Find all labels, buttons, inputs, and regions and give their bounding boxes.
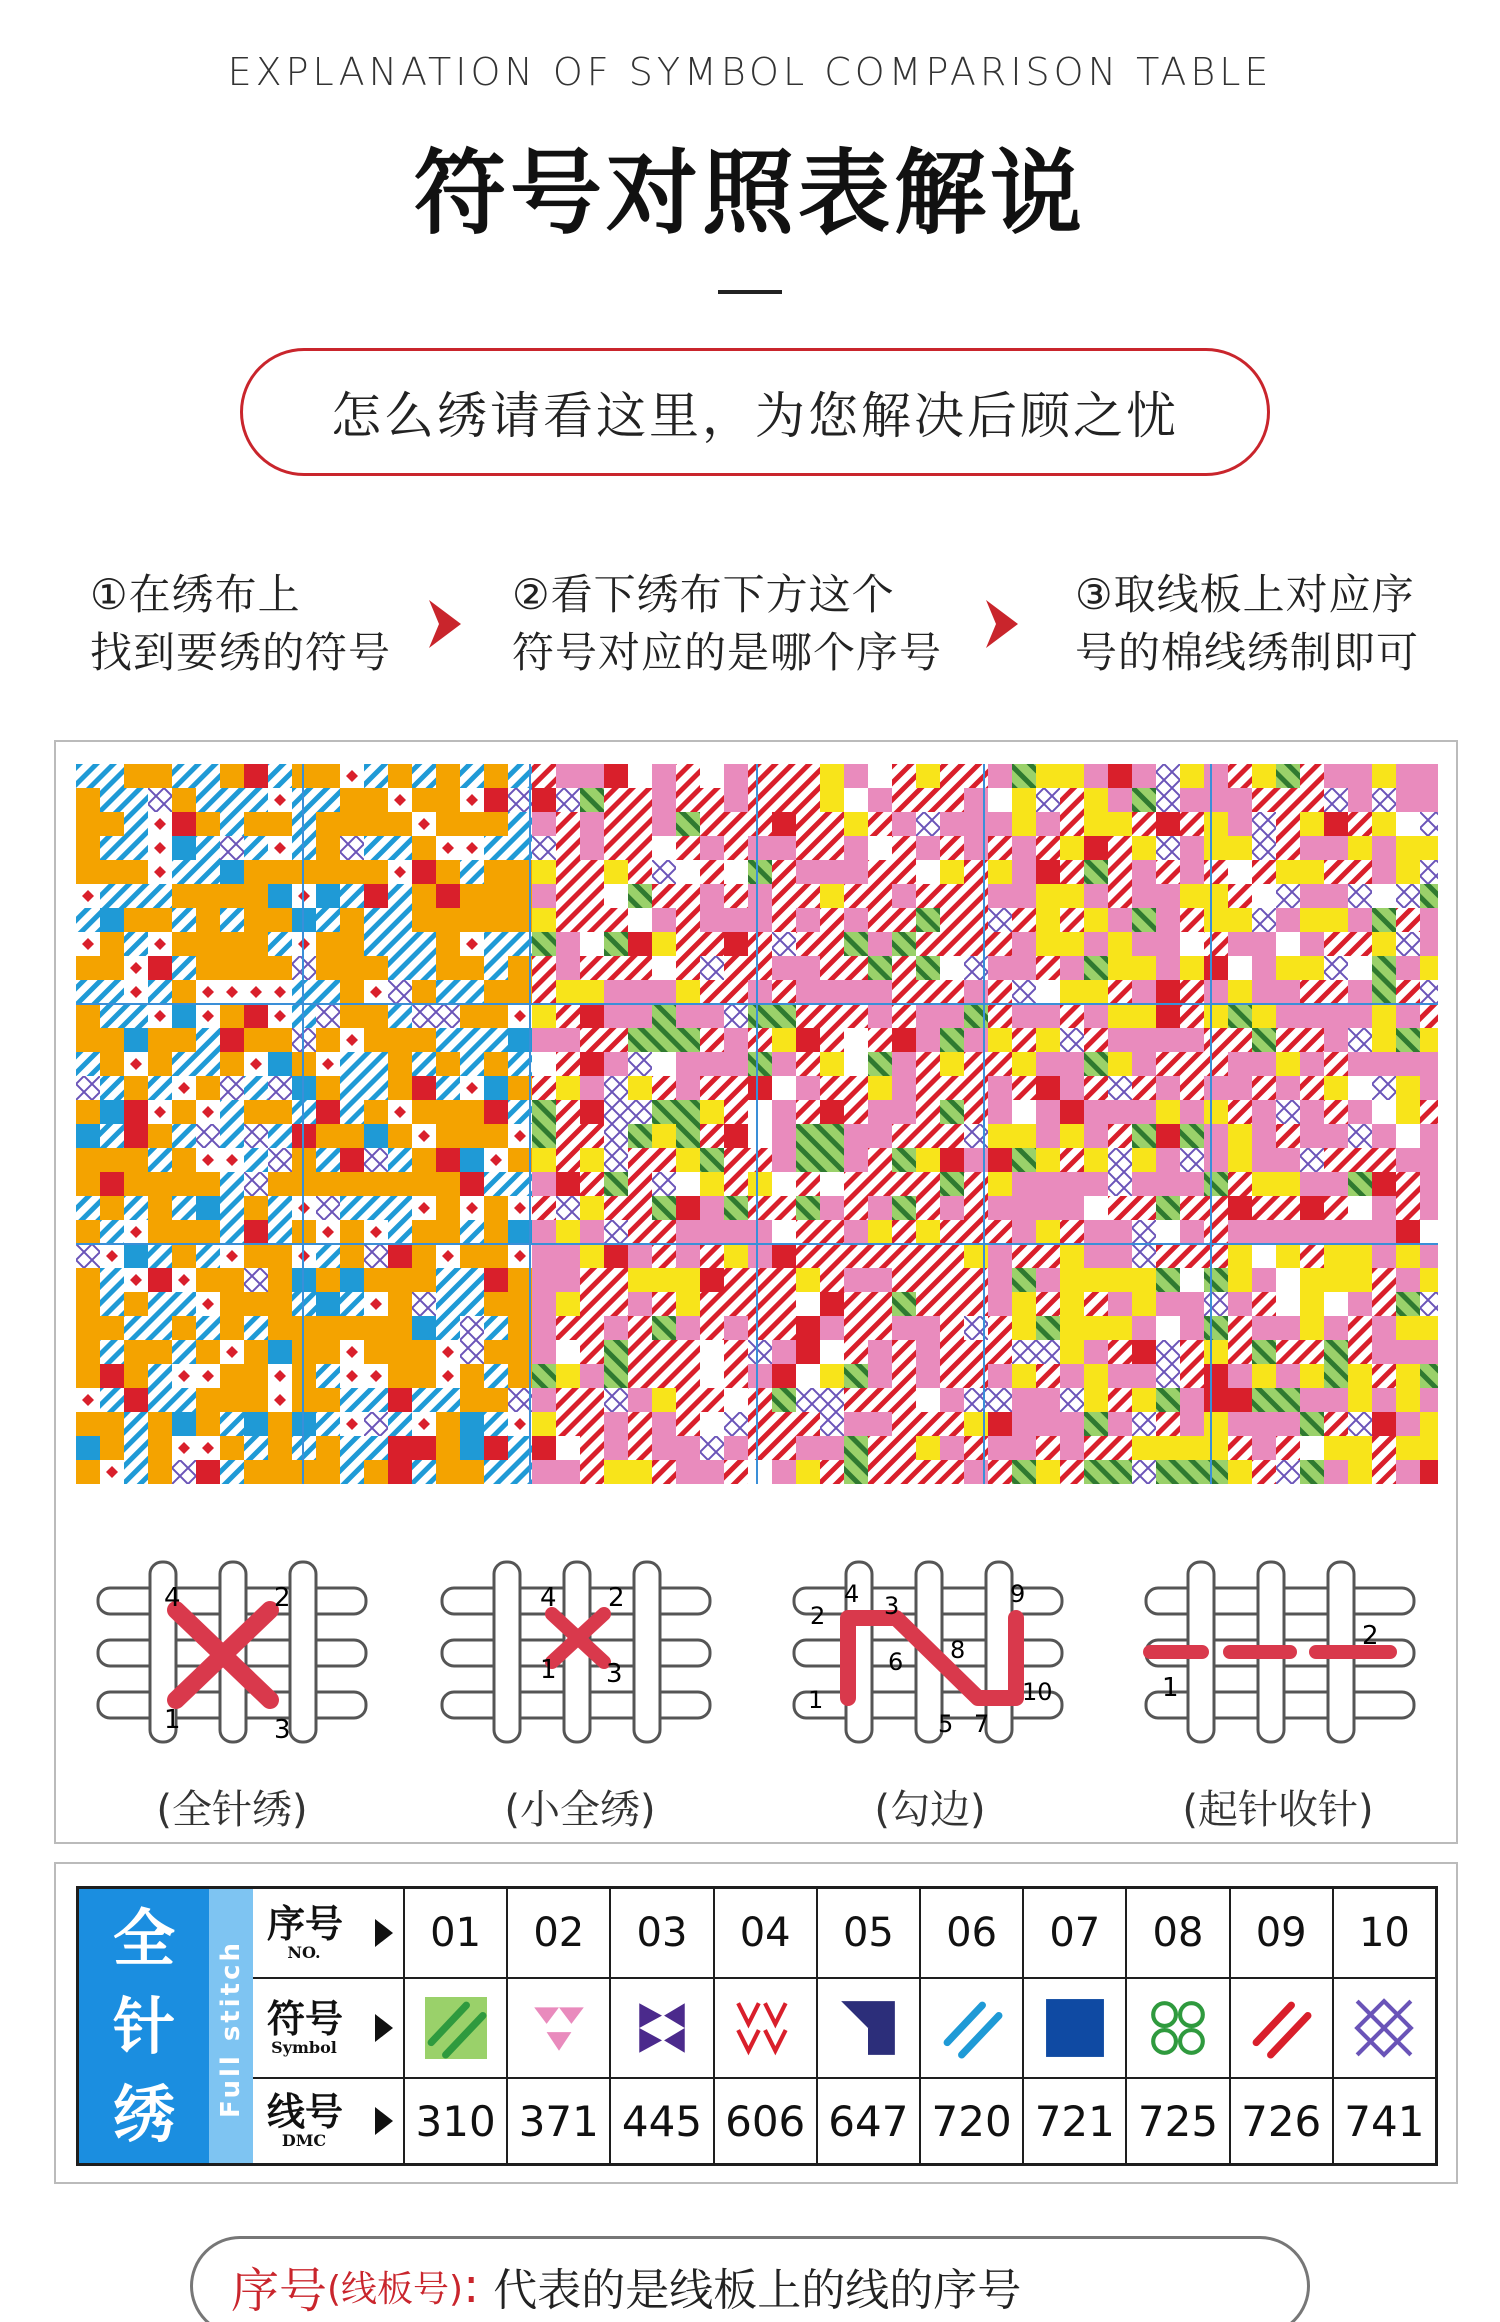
diagram-num: 1	[164, 1705, 181, 1735]
blue-double-diagonal-icon	[941, 1997, 1003, 2059]
play-triangle-icon	[375, 2014, 393, 2042]
legend-symbol-cell	[1229, 1979, 1332, 2077]
blue-square-icon	[1044, 1997, 1106, 2059]
row-header-dmc	[253, 2079, 403, 2163]
english-title: EXPLANATION OF SYMBOL COMPARISON TABLE	[227, 50, 1273, 94]
row-header-cn: 序号	[267, 1901, 344, 1946]
legend-side-subtitle: Full stitch	[216, 1939, 246, 2119]
legend-number-cell: 03	[609, 1889, 712, 1977]
diagram-num: 2	[274, 1583, 291, 1613]
row-header-en: NO.	[287, 1942, 321, 1962]
step-2	[512, 566, 942, 682]
diagram-num: 1	[1162, 1673, 1179, 1703]
diagram-num: 1	[808, 1686, 824, 1714]
subtitle-banner	[240, 348, 1270, 476]
legend-symbol-cell	[506, 1979, 609, 2077]
legend-symbol-cell	[1332, 1979, 1435, 2077]
step-1-line2: 找到要绣的符号	[90, 628, 392, 677]
step-1	[90, 566, 391, 682]
legend-dmc-cell: 725	[1125, 2079, 1228, 2163]
legend-number-cell: 10	[1332, 1889, 1435, 1977]
legend-dmc-cell: 445	[609, 2079, 712, 2163]
diagram-num: 5	[938, 1710, 954, 1738]
step-3-line2: 号的棉线绣制即可	[1075, 628, 1420, 677]
legend-row-symbol	[253, 1979, 1435, 2079]
row-header-cn: 符号	[267, 1996, 344, 2041]
navy-triangles-icon	[837, 1997, 899, 2059]
legend-symbol-cell	[1022, 1979, 1125, 2077]
footer-note	[190, 2236, 1310, 2322]
full-stitch-caption: (全针绣)	[156, 1787, 308, 1833]
diagram-num: 2	[1362, 1621, 1379, 1651]
purple-triangles-icon	[631, 1997, 693, 2059]
step-2-line1: ②看下绣布下方这个	[512, 570, 895, 619]
legend-side-title	[79, 1895, 209, 2159]
legend-symbol-cell	[816, 1979, 919, 2077]
row-header-number	[253, 1889, 403, 1977]
step-3-line1: ③取线板上对应序	[1075, 570, 1415, 619]
footer-label: 序号	[231, 2262, 328, 2319]
diagram-num: 4	[540, 1583, 557, 1613]
chevron-right-icon	[982, 596, 1024, 652]
legend-symbol-cell	[403, 1979, 506, 2077]
footer-label-sub: (线板号)	[327, 2268, 464, 2310]
legend-symbol-cell	[713, 1979, 816, 2077]
diagram-num: 2	[608, 1583, 625, 1613]
legend-number-cell: 04	[713, 1889, 816, 1977]
row-header-cn: 线号	[267, 2089, 344, 2134]
row-header-symbol	[253, 1979, 403, 2077]
subtitle-text: 怎么绣请看这里，为您解决后顾之忧	[331, 387, 1179, 445]
legend-dmc-cell: 721	[1022, 2079, 1125, 2163]
diagram-num: 3	[884, 1592, 900, 1620]
legend-number-cell: 09	[1229, 1889, 1332, 1977]
legend-number-cell: 05	[816, 1889, 919, 1977]
title-divider	[718, 290, 782, 294]
legend-row-number	[253, 1889, 1435, 1979]
diagram-num: 4	[164, 1583, 181, 1613]
legend-number-cell: 08	[1125, 1889, 1228, 1977]
full-stitch-diagram	[92, 1518, 372, 1798]
diagram-num: 2	[810, 1602, 826, 1630]
play-triangle-icon	[375, 2107, 393, 2135]
diagram-num: 3	[606, 1659, 623, 1689]
legend-side-char: 绣	[112, 2078, 175, 2151]
legend-number-cell: 02	[506, 1889, 609, 1977]
steps-row	[0, 566, 1500, 696]
pink-triangles-icon	[528, 1997, 590, 2059]
legend-number-cell: 07	[1022, 1889, 1125, 1977]
step-3	[1075, 566, 1419, 682]
legend-side-char: 全	[112, 1902, 175, 1975]
small-stitch-caption: (小全绣)	[504, 1787, 656, 1833]
row-header-en: Symbol	[271, 2037, 337, 2057]
green-circles-icon	[1147, 1997, 1209, 2059]
cross-stitch-pattern	[76, 764, 1438, 1484]
diagram-num: 6	[888, 1648, 904, 1676]
legend-side-char: 针	[112, 1990, 175, 2063]
legend-panel	[54, 1862, 1458, 2184]
legend-number-cell: 06	[919, 1889, 1022, 1977]
chevron-right-icon	[425, 596, 467, 652]
step-1-line1: ①在绣布上	[90, 570, 301, 619]
legend-symbol-cell	[919, 1979, 1022, 2077]
diagram-num: 1	[540, 1655, 557, 1685]
chinese-title: 符号对照表解说	[413, 140, 1086, 247]
legend-dmc-cell: 647	[816, 2079, 919, 2163]
symbol-legend-table	[76, 1886, 1438, 2166]
green-double-diagonal-icon	[425, 1997, 487, 2059]
footer-colon: :	[463, 2258, 480, 2314]
legend-side-label	[79, 1889, 253, 2163]
play-triangle-icon	[375, 1919, 393, 1947]
legend-number-cell: 01	[403, 1889, 506, 1977]
legend-grid	[253, 1889, 1435, 2163]
diagram-num: 8	[950, 1636, 966, 1664]
row-header-en: DMC	[281, 2130, 327, 2150]
start-finish-caption: (起针收针)	[1182, 1787, 1374, 1833]
legend-dmc-cell: 371	[506, 2079, 609, 2163]
purple-cross-lattice-icon	[1353, 1997, 1415, 2059]
step-2-line2: 符号对应的是哪个序号	[512, 628, 943, 677]
legend-dmc-cell: 720	[919, 2079, 1022, 2163]
diagram-num: 3	[274, 1715, 291, 1745]
legend-dmc-cell: 606	[713, 2079, 816, 2163]
legend-symbol-cell	[1125, 1979, 1228, 2077]
small-stitch-diagram	[436, 1518, 716, 1798]
diagram-num: 7	[974, 1710, 990, 1738]
legend-dmc-cell: 741	[1332, 2079, 1435, 2163]
backstitch-diagram	[788, 1518, 1068, 1798]
legend-row-dmc	[253, 2079, 1435, 2163]
diagram-num: 9	[1010, 1580, 1026, 1608]
legend-dmc-cell: 310	[403, 2079, 506, 2163]
legend-symbol-cell	[609, 1979, 712, 2077]
red-double-v-icon	[734, 1997, 796, 2059]
diagram-num: 4	[844, 1580, 860, 1608]
legend-dmc-cell: 726	[1229, 2079, 1332, 2163]
diagram-num: 10	[1022, 1678, 1053, 1706]
red-double-diagonal-icon	[1250, 1997, 1312, 2059]
backstitch-caption: (勾边)	[874, 1787, 986, 1833]
start-finish-diagram	[1140, 1518, 1420, 1798]
footer-text: 代表的是线板上的线的序号	[493, 2265, 1022, 2316]
